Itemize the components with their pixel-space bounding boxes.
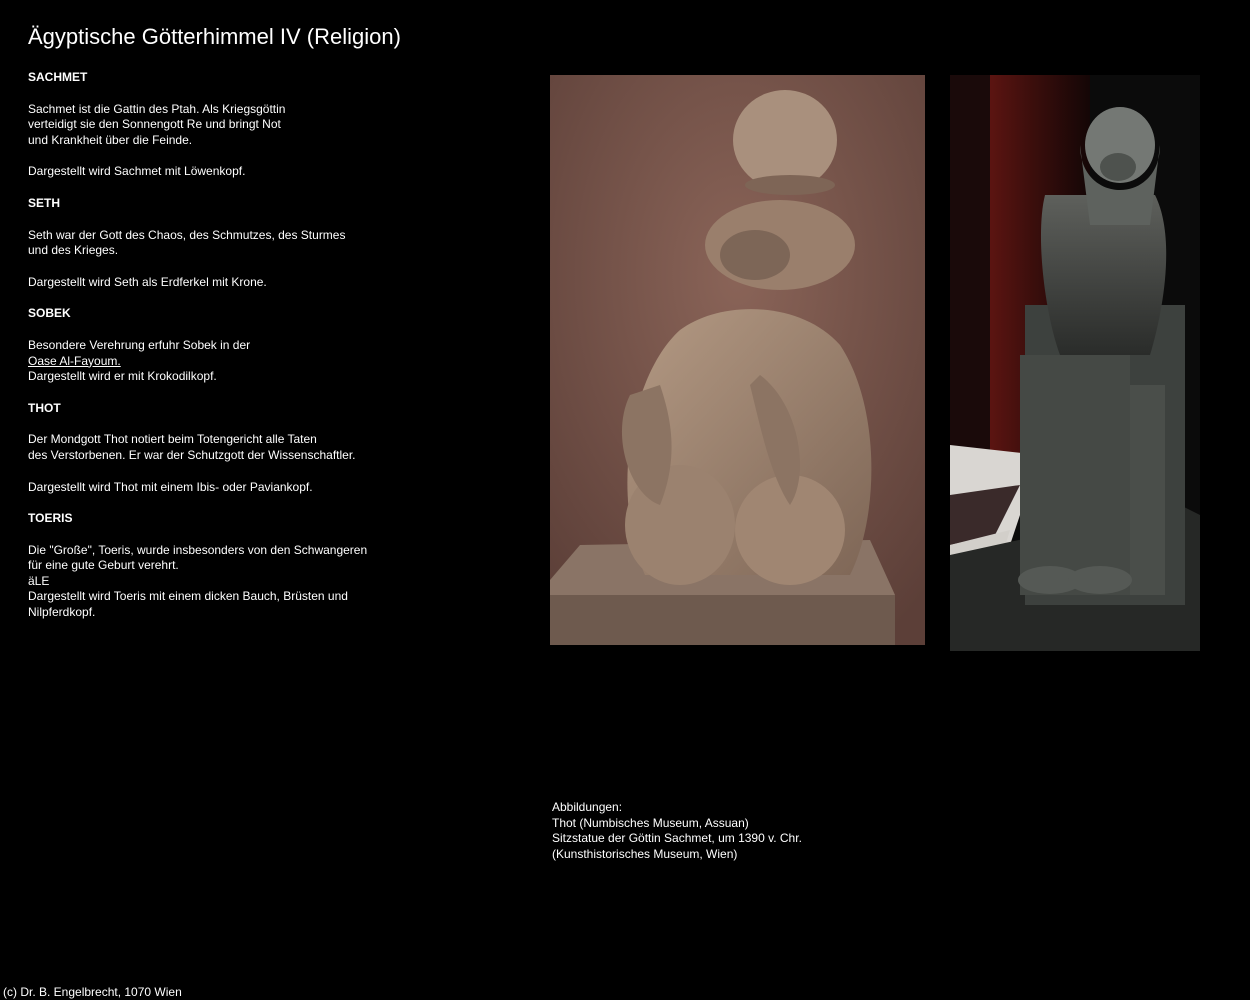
thot-statue-image bbox=[550, 75, 925, 645]
text-line: Seth war der Gott des Chaos, des Schmutzes, des Sturmes bbox=[28, 227, 346, 242]
section-thot bbox=[28, 401, 408, 495]
sachmet-statue-image bbox=[950, 75, 1200, 651]
section-heading: SETH bbox=[28, 195, 61, 210]
text-line: und Krankheit über die Feinde. bbox=[28, 132, 193, 147]
text-line: für eine gute Geburt verehrt. bbox=[28, 558, 179, 573]
text-line: und des Krieges. bbox=[28, 243, 119, 258]
footer-copyright: (c) Dr. B. Engelbrecht, 1070 Wien bbox=[3, 985, 182, 999]
text-line: Dargestellt wird Thot mit einem Ibis- oder Paviankopf. bbox=[28, 479, 313, 494]
paragraph bbox=[28, 480, 408, 496]
paragraph bbox=[28, 164, 408, 180]
paragraph bbox=[28, 338, 408, 385]
paragraph bbox=[28, 228, 408, 259]
text-line: verteidigt sie den Sonnengott Re und bringt Not bbox=[28, 117, 281, 132]
text-line: Die "Große", Toeris, wurde insbesonders von den Schwangeren bbox=[28, 542, 368, 557]
section-heading: SACHMET bbox=[28, 70, 88, 84]
text-line: Der Mondgott Thot notiert beim Totengericht alle Taten bbox=[28, 432, 317, 447]
caption-line: Abbildungen: bbox=[552, 800, 623, 814]
text-line: Dargestellt wird Seth als Erdferkel mit Krone. bbox=[28, 274, 267, 289]
sachmet-statue-photo bbox=[950, 75, 1200, 651]
section-seth bbox=[28, 196, 408, 290]
oase-al-fayoum-link[interactable]: Oase Al-Fayoum. bbox=[28, 353, 121, 368]
paragraph bbox=[28, 432, 408, 463]
caption-line: Thot (Numbisches Museum, Assuan) bbox=[552, 815, 749, 830]
section-toeris bbox=[28, 511, 408, 621]
image-caption bbox=[552, 800, 802, 862]
section-heading: TOERIS bbox=[28, 511, 73, 526]
text-line: äLE bbox=[28, 573, 50, 588]
text-line: Besondere Verehrung erfuhr Sobek in der bbox=[28, 337, 251, 352]
page-title: Ägyptische Götterhimmel IV (Religion) bbox=[28, 24, 401, 49]
text-line: Nilpferdkopf. bbox=[28, 605, 96, 620]
text-line: Dargestellt wird Toeris mit einem dicken Bauch, Brüsten und bbox=[28, 589, 348, 604]
caption-line: Sitzstatue der Göttin Sachmet, um 1390 v. Chr. bbox=[552, 831, 802, 846]
section-sobek bbox=[28, 306, 408, 384]
text-line: Dargestellt wird er mit Krokodilkopf. bbox=[28, 369, 217, 384]
section-heading: SOBEK bbox=[28, 306, 71, 321]
text-line: des Verstorbenen. Er war der Schutzgott der Wissenschaftler. bbox=[28, 447, 356, 462]
text-column bbox=[28, 70, 408, 637]
section-sachmet bbox=[28, 70, 408, 180]
paragraph bbox=[28, 102, 408, 149]
text-line: Dargestellt wird Sachmet mit Löwenkopf. bbox=[28, 164, 246, 179]
caption-line: (Kunsthistorisches Museum, Wien) bbox=[552, 846, 738, 861]
paragraph bbox=[28, 275, 408, 291]
section-heading: THOT bbox=[28, 400, 61, 415]
thot-statue-photo bbox=[550, 75, 925, 645]
paragraph bbox=[28, 543, 408, 621]
text-line: Sachmet ist die Gattin des Ptah. Als Kriegsgöttin bbox=[28, 101, 286, 116]
